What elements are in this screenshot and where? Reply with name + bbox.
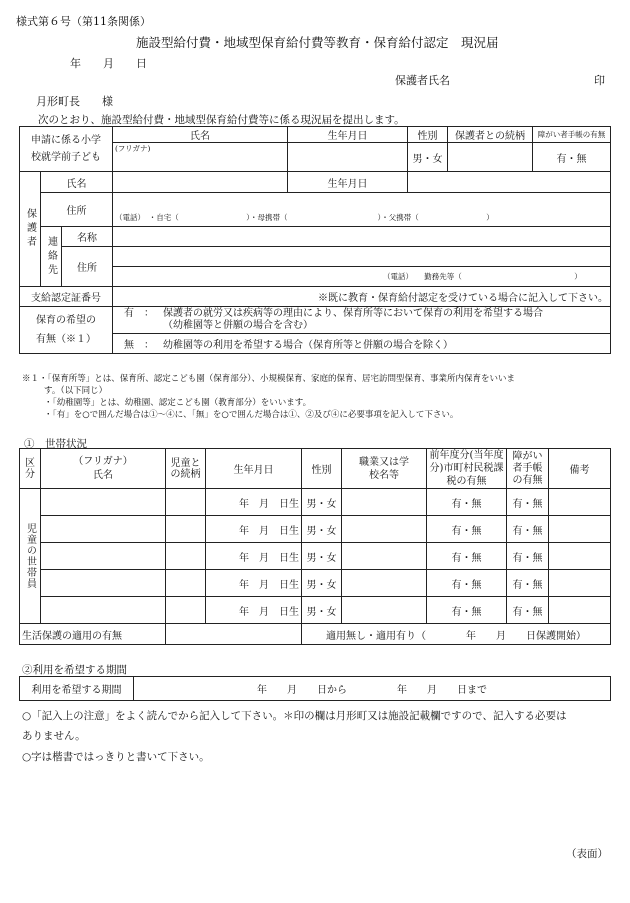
member-note-field[interactable] — [549, 489, 611, 516]
h-job: 職業又は学校名等 — [342, 449, 427, 489]
nursery-wish-label: 保育の希望の 有無（※１） — [20, 307, 113, 354]
member-sex-choice[interactable]: 男・女 — [302, 570, 342, 597]
cert-number-field[interactable]: ※既に教育・保育給付認定を受けている場合に記入して下さい。 — [113, 287, 611, 307]
member-tax-choice[interactable]: 有・無 — [427, 489, 507, 516]
footer-note-1: ○「記入上の注意」をよく読んでから記入して下さい。＊印の欄は月形町又は施設記載欄ですので、記入する必要は — [22, 710, 567, 722]
member-job-field[interactable] — [342, 543, 427, 570]
member-sex-choice[interactable]: 男・女 — [302, 597, 342, 624]
member-job-field[interactable] — [342, 516, 427, 543]
h-name: （フリガナ） 氏名 — [41, 449, 166, 489]
col-disability: 障がい者手帳の有無 — [533, 127, 611, 143]
member-note-field[interactable] — [549, 516, 611, 543]
h-relation: 児童との続柄 — [166, 449, 206, 489]
note-1b: す。（以下同じ） — [44, 386, 108, 396]
member-label: 児童の世帯員 — [20, 489, 41, 624]
member-dob-field[interactable]: 年 月 日生 — [206, 489, 302, 516]
contact-address-field[interactable] — [113, 247, 611, 267]
child-label: 申請に係る小学 校就学前子ども — [20, 127, 113, 172]
member-job-field[interactable] — [342, 489, 427, 516]
member-name-field[interactable] — [41, 543, 166, 570]
h-dob: 生年月日 — [206, 449, 302, 489]
child-dob-field[interactable] — [288, 143, 408, 172]
guardian-dob-field[interactable] — [408, 172, 611, 193]
member-note-field[interactable] — [549, 543, 611, 570]
household-table — [19, 448, 611, 645]
member-relation-field[interactable] — [166, 489, 206, 516]
wish-yes-row[interactable]: 有 ： 保護者の就労又は疾病等の理由により、保育所等において保育の利用を希望する場合 （幼稚園等と併願の場合を含む） — [113, 307, 611, 334]
date-line: 年 月 日 — [70, 57, 147, 70]
child-name-field[interactable]: (フリガナ) — [113, 143, 288, 172]
contact-name-field[interactable] — [113, 227, 611, 247]
seal-mark: 印 — [594, 74, 605, 87]
contact-name-label: 名称 — [62, 227, 113, 247]
h-division: 区 分 — [20, 449, 41, 489]
form-number: 様式第６号（第11条関係） — [16, 15, 151, 28]
child-relation-field[interactable] — [448, 143, 533, 172]
member-name-field[interactable] — [41, 489, 166, 516]
col-dob: 生年月日 — [288, 127, 408, 143]
member-relation-field[interactable] — [166, 597, 206, 624]
member-sex-choice[interactable]: 男・女 — [302, 516, 342, 543]
col-name: 氏名 — [113, 127, 288, 143]
guardian-label: 保護者 — [20, 172, 41, 287]
member-sex-choice[interactable]: 男・女 — [302, 543, 342, 570]
period-field[interactable]: 年 月 日から 年 月 日まで — [134, 677, 611, 701]
member-job-field[interactable] — [342, 597, 427, 624]
member-note-field[interactable] — [549, 570, 611, 597]
member-tax-choice[interactable]: 有・無 — [427, 597, 507, 624]
addressee: 月形町長 様 — [36, 95, 113, 108]
welfare-label: 生活保護の適用の有無 — [20, 624, 166, 645]
member-tax-choice[interactable]: 有・無 — [427, 570, 507, 597]
member-relation-field[interactable] — [166, 570, 206, 597]
child-disability-choice[interactable]: 有・無 — [533, 143, 611, 172]
welfare-blank — [166, 624, 302, 645]
col-relation: 保護者との続柄 — [448, 127, 533, 143]
guardian-name-label-cell: 氏名 — [41, 172, 113, 193]
member-note-field[interactable] — [549, 597, 611, 624]
welfare-choice[interactable]: 適用無し・適用有り（ 年 月 日保護開始） — [302, 624, 611, 645]
contact-phone-line[interactable]: （電話） 勤務先等（ ） — [113, 267, 611, 287]
member-disability-choice[interactable]: 有・無 — [507, 597, 549, 624]
col-sex: 性別 — [408, 127, 448, 143]
member-disability-choice[interactable]: 有・無 — [507, 570, 549, 597]
member-name-field[interactable] — [41, 570, 166, 597]
member-tax-choice[interactable]: 有・無 — [427, 516, 507, 543]
h-disability: 障がい者手帳の有無 — [507, 449, 549, 489]
member-name-field[interactable] — [41, 597, 166, 624]
guardian-address-field[interactable]: （電話） ・自宅（ ）・母携帯（ ）・父携帯（ ） — [113, 193, 611, 227]
member-dob-field[interactable]: 年 月 日生 — [206, 597, 302, 624]
period-label: 利用を希望する期間 — [20, 677, 134, 701]
member-disability-choice[interactable]: 有・無 — [507, 489, 549, 516]
footer-note-1b: ありません。 — [22, 730, 86, 742]
guardian-address-label: 住所 — [41, 193, 113, 227]
form-title: 施設型給付費・地域型保育給付費等教育・保育給付認定 現況届 — [136, 35, 499, 50]
note-3: ・「有」を○で囲んだ場合は①～④に、「無」を○で囲んだ場合は①、②及び④に必要事項を記入して下さい。 — [44, 410, 459, 420]
application-table — [19, 126, 611, 354]
period-table — [19, 676, 611, 701]
h-note: 備考 — [549, 449, 611, 489]
member-relation-field[interactable] — [166, 516, 206, 543]
member-disability-choice[interactable]: 有・無 — [507, 516, 549, 543]
contact-label: 連絡先 — [41, 227, 62, 287]
member-tax-choice[interactable]: 有・無 — [427, 543, 507, 570]
wish-no-row[interactable]: 無 ： 幼稚園等の利用を希望する場合（保育所等と併願の場合を除く） — [113, 334, 611, 354]
member-disability-choice[interactable]: 有・無 — [507, 543, 549, 570]
member-dob-field[interactable]: 年 月 日生 — [206, 543, 302, 570]
member-dob-field[interactable]: 年 月 日生 — [206, 570, 302, 597]
household-heading: ① 世帯状況 — [24, 438, 87, 450]
period-heading: ②利用を希望する期間 — [22, 664, 127, 676]
contact-address-label: 住所 — [62, 247, 113, 287]
note-1: ※１・「保育所等」とは、保育所、認定こども園（保育部分）、小規模保育、家庭的保育、居宅訪問型保育、事業所内保育をいいま — [22, 374, 516, 384]
member-sex-choice[interactable]: 男・女 — [302, 489, 342, 516]
intro-text: 次のとおり、施設型給付費・地域型保育給付費等に係る現況届を提出します。 — [38, 114, 405, 126]
member-job-field[interactable] — [342, 570, 427, 597]
guardian-dob-label: 生年月日 — [288, 172, 408, 193]
page-side-label: （表面） — [566, 848, 608, 860]
member-relation-field[interactable] — [166, 543, 206, 570]
member-name-field[interactable] — [41, 516, 166, 543]
child-sex-choice[interactable]: 男・女 — [408, 143, 448, 172]
note-2: ・「幼稚園等」とは、幼稚園、認定こども園（教育部分）をいいます。 — [44, 398, 312, 408]
guardian-name-label: 保護者氏名 — [395, 74, 450, 87]
h-sex: 性別 — [302, 449, 342, 489]
guardian-name-field[interactable] — [113, 172, 288, 193]
footer-note-2: ○字は楷書ではっきりと書いて下さい。 — [22, 751, 210, 763]
h-tax: 前年度分(当年度分)市町村民税課税の有無 — [427, 449, 507, 489]
cert-number-label: 支給認定証番号 — [20, 287, 113, 307]
member-dob-field[interactable]: 年 月 日生 — [206, 516, 302, 543]
